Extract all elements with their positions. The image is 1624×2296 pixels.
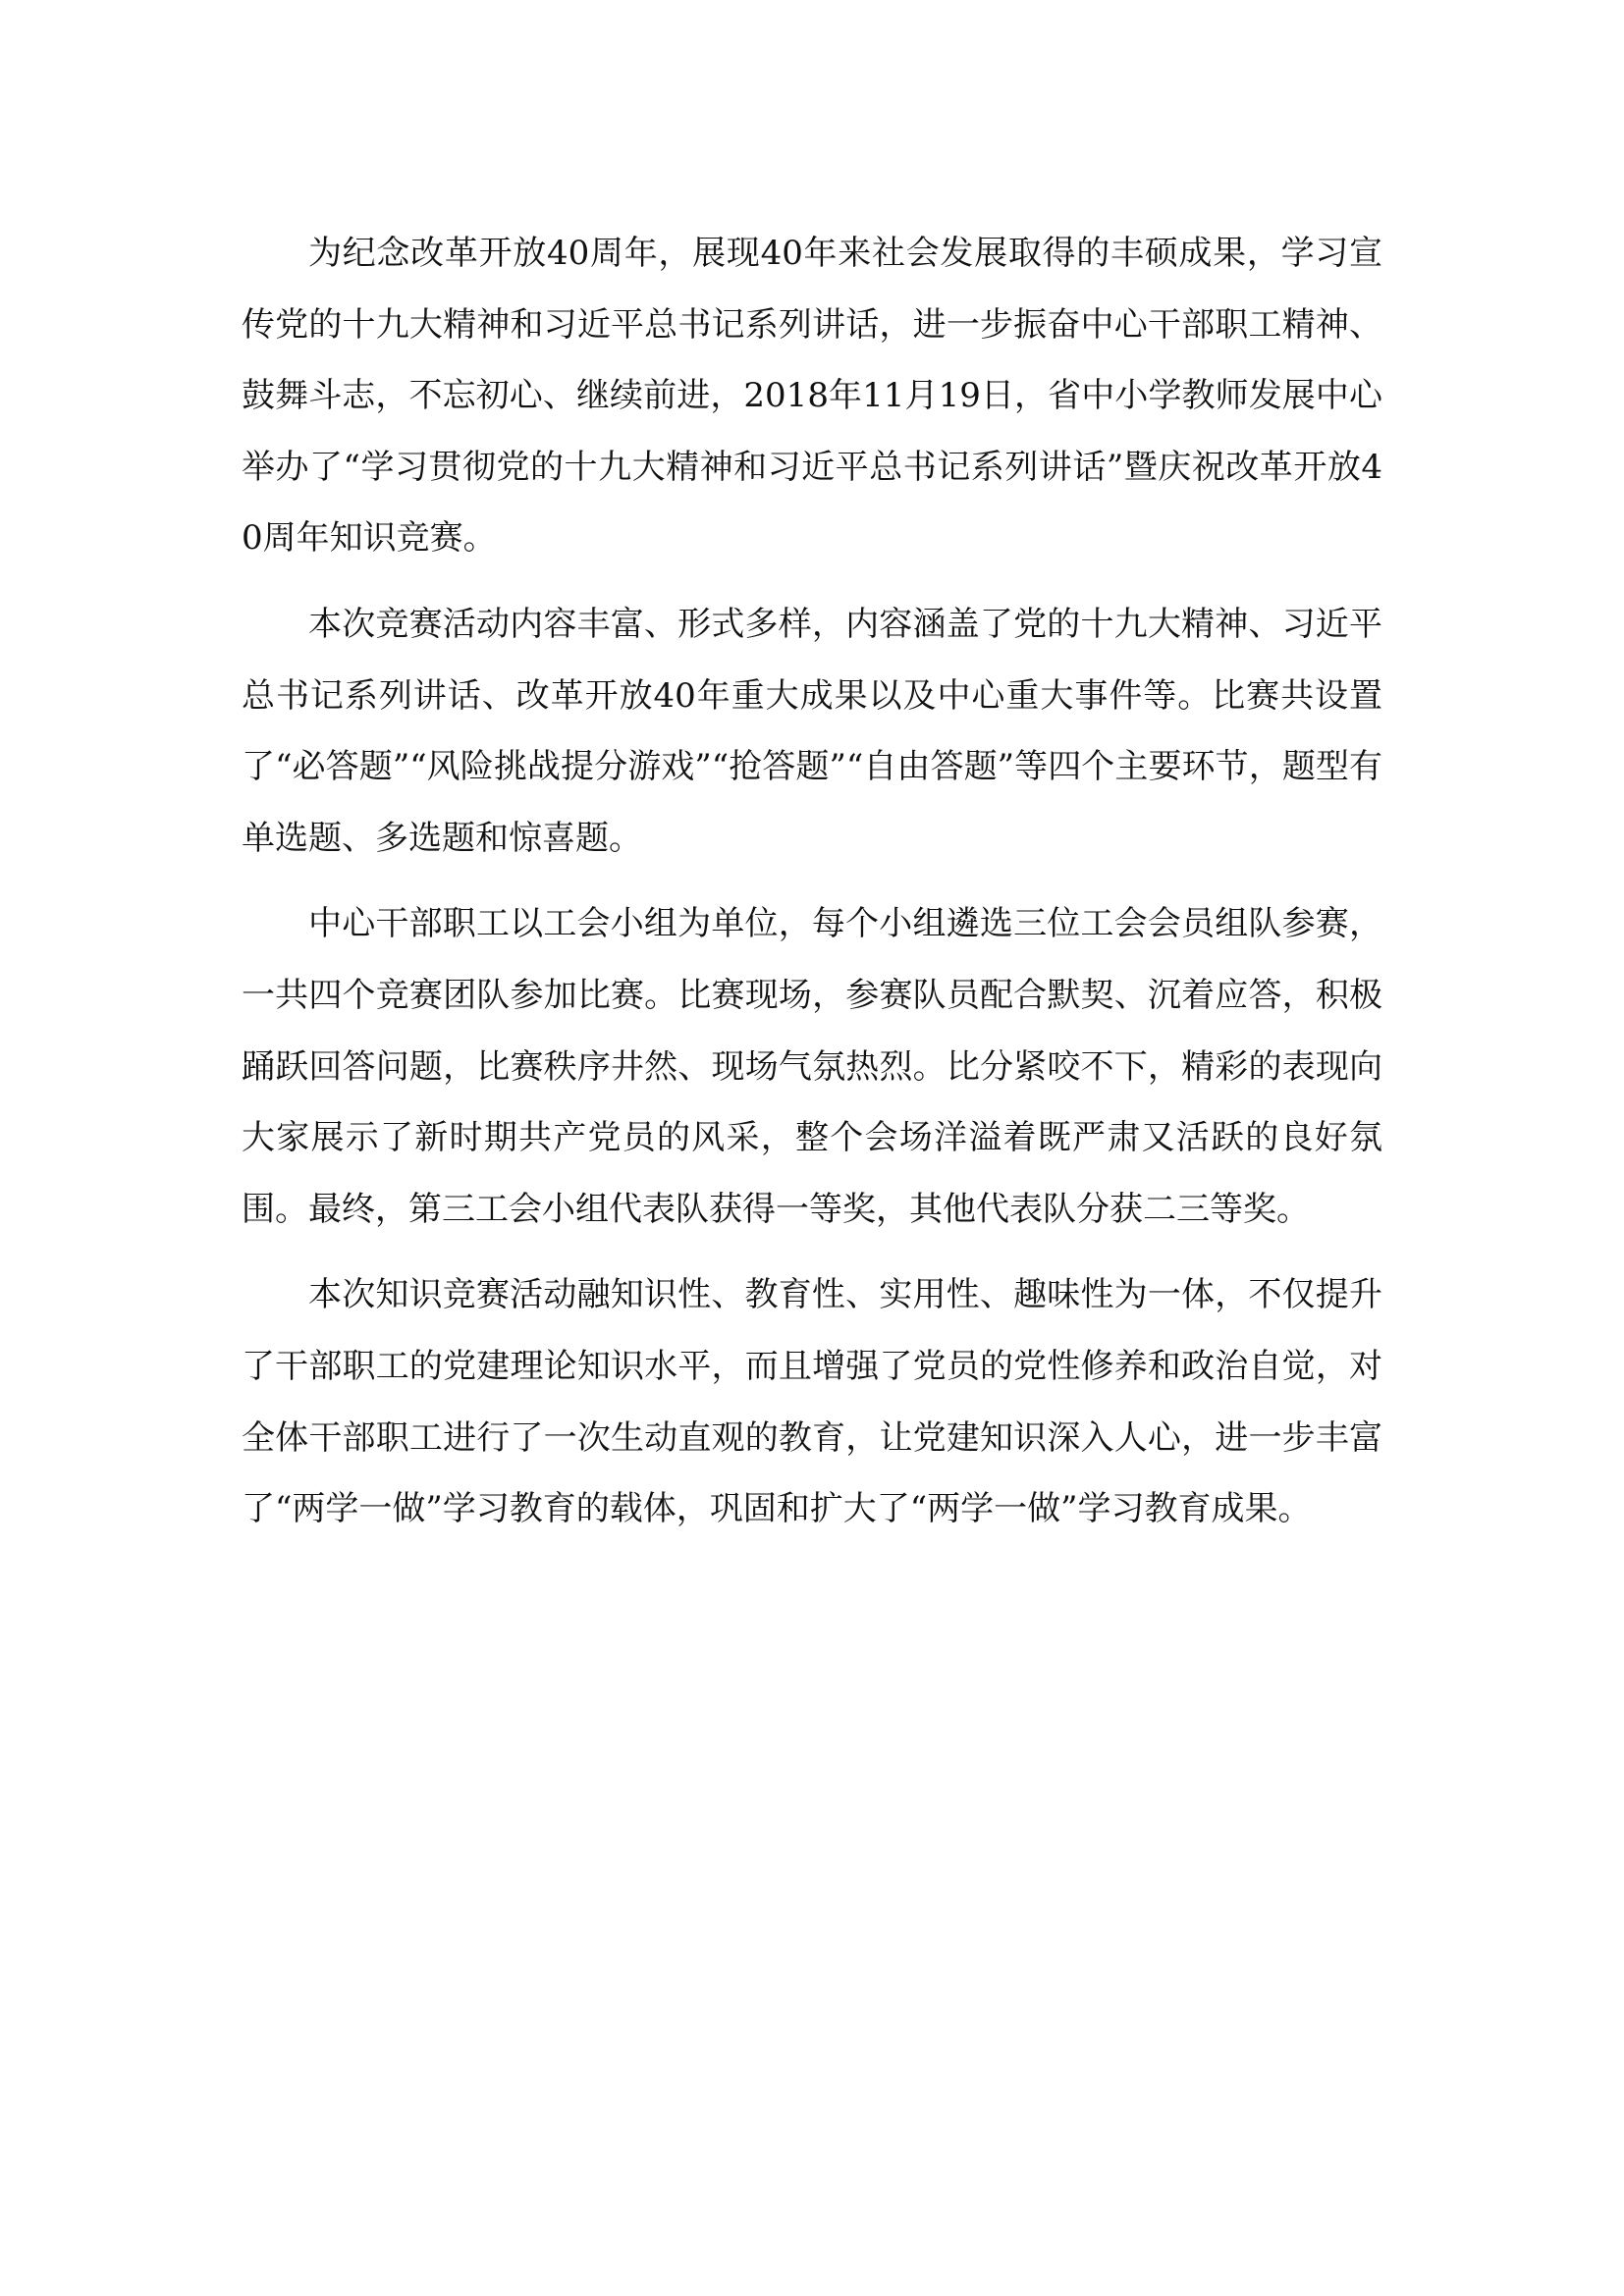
paragraph-4: 本次知识竞赛活动融知识性、教育性、实用性、趣味性为一体，不仅提升了干部职工的党建理论知识水平，而且增强了党员的党性修养和政治自觉，对全体干部职工进行了一次生动直观的教育，让党建知识深入人心，进一步丰富了“两学一做”学习教育的载体，巩固和扩大了“两学一做”学习教育成果。: [242, 1275, 1382, 1529]
document-body: [242, 218, 1382, 1560]
paragraph-3: 中心干部职工以工会小组为单位，每个小组遴选三位工会会员组队参赛，一共四个竞赛团队参加比赛。比赛现场，参赛队员配合默契、沉着应答，积极踊跃回答问题，比赛秩序井然、现场气氛热烈。比分紧咬不下，精彩的表现向大家展示了新时期共产党员的风采，整个会场洋溢着既严肃又活跃的良好氛围。最终，第三工会小组代表队获得一等奖，其他代表队分获二三等奖。: [242, 904, 1382, 1229]
paragraph-1: 为纪念改革开放40周年，展现40年来社会发展取得的丰硕成果，学习宣传党的十九大精神和习近平总书记系列讲话，进一步振奋中心干部职工精神、鼓舞斗志，不忘初心、继续前进，2018年11月19日，省中小学教师发展中心举办了“学习贯彻党的十九大精神和习近平总书记系列讲话”暨庆祝改革开放40周年知识竞赛。: [242, 234, 1382, 559]
paragraph-2: 本次竞赛活动内容丰富、形式多样，内容涵盖了党的十九大精神、习近平总书记系列讲话、改革开放40年重大成果以及中心重大事件等。比赛共设置了“必答题”“风险挑战提分游戏”“抢答题”“自由答题”等四个主要环节，题型有单选题、多选题和惊喜题。: [242, 604, 1382, 858]
